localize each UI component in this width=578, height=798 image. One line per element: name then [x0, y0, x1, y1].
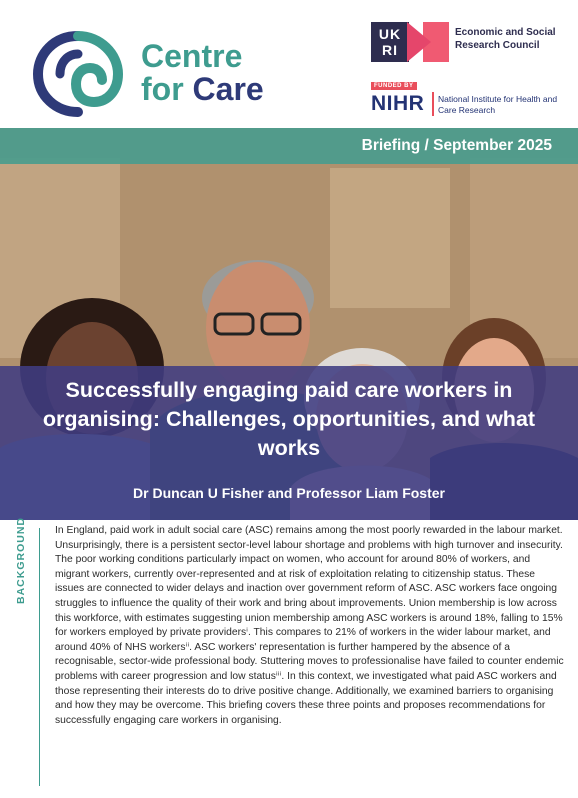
- ukri-triangle-icon: [407, 22, 431, 62]
- ukri-logo: [371, 22, 449, 62]
- logo-word-care: Care: [192, 71, 264, 107]
- hero-section: [0, 128, 578, 520]
- centre-for-care-logo-icon: [30, 28, 126, 118]
- briefing-authors: Dr Duncan U Fisher and Professor Liam Foster: [133, 485, 445, 501]
- logo-word-centre: Centre: [141, 38, 243, 74]
- ukri-mark: UK RI: [371, 22, 409, 62]
- background-paragraph: In England, paid work in adult social care (ASC) remains among the most poorly rewarded in the labour market. Unsurprisingly, there is a persistent sector-level labour shortage and problems with high turnover and insecurity. The poor working conditions particularly impact on women, who account for around 80% of workers, and migrant workers, currently over-represented and at risk of exploitation relating to citizenship status. These issues are connected to wider delays and inaction over government reform of ASC. ASC workers face ongoing struggles to influence the quality of their work and bring about improvements. Union membership is low across this workforce, with estimates suggesting union membership among ASC workers is around 18%, falling to 15% for workers employed by private providersⁱ. This compares to 21% of workers in the wider labour market, and around 40% of NHS workersⁱⁱ. ASC workers' representation is further hampered by the absence of a recognisable, sector-wide professional body. Stuttering moves to professionalise have failed to counter endemic problems with career progression and low statusⁱⁱⁱ. In this context, we investigated what paid ASC workers and those representing their interests do to drive positive change. Additionally, we examined barriers to organising and how they may be overcome. This briefing covers these three points and proposes recommendations for successfully engaging care workers in organising.: [55, 525, 564, 726]
- briefing-date: Briefing / September 2025: [361, 137, 552, 154]
- centre-for-care-wordmark: [141, 40, 264, 106]
- nihr-name: National Institute for Health and Care Research: [438, 94, 558, 115]
- briefing-title: Successfully engaging paid care workers in organising: Challenges, opportunities, and what works: [42, 378, 536, 460]
- background-label-text: BACKGROUND: [15, 517, 27, 604]
- nihr-divider: [432, 92, 434, 116]
- bottom-margin: [0, 790, 578, 798]
- nihr-mark: NIHR: [371, 92, 425, 115]
- background-section-label: [13, 517, 33, 612]
- funded-by-tag: FUNDED BY: [371, 82, 417, 90]
- header: [0, 0, 578, 128]
- logo-word-for: for: [141, 71, 184, 107]
- esrc-name: Economic and Social Research Council: [455, 27, 556, 51]
- section-divider: [39, 528, 40, 786]
